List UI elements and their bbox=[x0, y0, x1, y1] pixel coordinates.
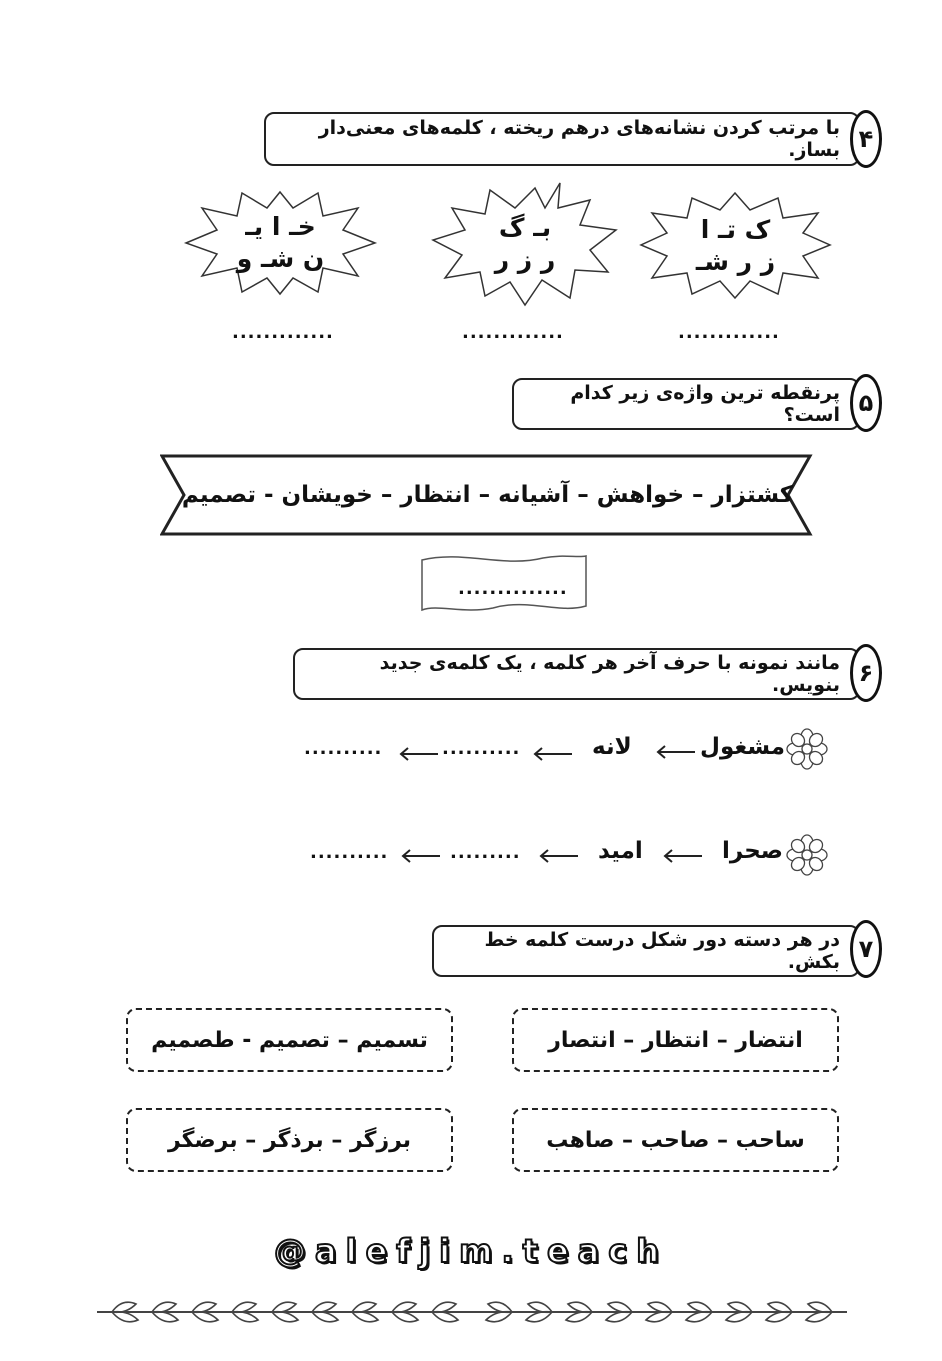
q6-row1-word2: لانه bbox=[592, 734, 632, 760]
q7-group-3-text: ساحب – صاحب – صاهب bbox=[546, 1127, 805, 1153]
left-arrow-icon bbox=[400, 848, 442, 864]
q4-prompt-box bbox=[264, 112, 860, 166]
q4-answer-blank-2[interactable]: ............. bbox=[462, 322, 564, 343]
q4-number-badge bbox=[850, 110, 882, 168]
q4-prompt-text: با مرتب کردن نشانه‌های درهم ریخته ، کلمه‌های معنی‌دار بساز. bbox=[318, 117, 840, 161]
footer-handle: @alefjim.teach bbox=[274, 1232, 668, 1270]
left-arrow-icon bbox=[662, 848, 704, 864]
q7-group-1[interactable] bbox=[512, 1008, 839, 1072]
q7-number: ۷ bbox=[858, 935, 874, 963]
q5-word-banner bbox=[160, 454, 815, 536]
q4-star-1-line1: ک تـ ا bbox=[700, 214, 771, 244]
q5-word-list: کشتزار – خواهش – آشیانه – انتظار – خویشان - تصمیم bbox=[181, 482, 794, 508]
q6-number: ۶ bbox=[858, 659, 874, 687]
q6-row2-blank2[interactable]: .......... bbox=[310, 842, 389, 863]
q4-answer-blank-1[interactable]: ............. bbox=[678, 322, 780, 343]
q6-row1-blank2[interactable]: .......... bbox=[304, 738, 383, 759]
q4-number: ۴ bbox=[858, 125, 874, 153]
q4-star-3-line1: خـ ا یـ bbox=[245, 212, 316, 241]
left-arrow-icon bbox=[532, 746, 574, 762]
q4-answer-blank-3[interactable]: ............. bbox=[232, 322, 334, 343]
q6-row2-blank1[interactable]: ......... bbox=[450, 842, 521, 863]
q4-star-1-line2: ز ر شـ bbox=[695, 246, 776, 276]
q5-number-badge bbox=[850, 374, 882, 432]
q5-answer-blank: .............. bbox=[458, 578, 568, 599]
q7-group-1-text: انتضار – انتظار – انتصار bbox=[548, 1027, 803, 1053]
left-arrow-icon bbox=[538, 848, 580, 864]
q7-group-3[interactable] bbox=[512, 1108, 839, 1172]
vine-divider bbox=[92, 1292, 852, 1332]
q4-star-3 bbox=[183, 188, 378, 298]
q6-row2-word1: صحرا bbox=[722, 838, 783, 864]
q6-prompt-box bbox=[293, 648, 860, 700]
q7-group-4[interactable] bbox=[126, 1108, 453, 1172]
q4-star-1 bbox=[638, 188, 833, 303]
flower-icon bbox=[786, 728, 828, 770]
q5-prompt-text: پرنقطه ترین واژه‌ی زیر کدام است؟ bbox=[570, 382, 840, 426]
q7-number-badge bbox=[850, 920, 882, 978]
q7-group-4-text: برزگر – برذگر – برضگر bbox=[167, 1127, 412, 1153]
q4-star-2-line2: ر ز ر bbox=[494, 245, 556, 274]
q5-prompt-box bbox=[512, 378, 860, 430]
q5-number: ۵ bbox=[858, 389, 874, 417]
left-arrow-icon bbox=[398, 746, 440, 762]
flower-icon bbox=[786, 834, 828, 876]
q4-star-2-line1: بـ گ bbox=[498, 213, 552, 242]
q6-row1-word1: مشغول bbox=[700, 734, 786, 760]
q6-number-badge bbox=[850, 644, 882, 702]
q7-group-2-text: تسمیم – تصمیم - طصمیم bbox=[151, 1027, 428, 1053]
q4-star-2 bbox=[430, 180, 620, 308]
q5-answer-flag[interactable] bbox=[418, 552, 590, 614]
q6-prompt-text: مانند نمونه با حرف آخر هر کلمه ، یک کلمه‌ی جدید بنویس. bbox=[379, 652, 840, 696]
left-arrow-icon bbox=[655, 744, 697, 760]
q7-prompt-text: در هر دسته دور شکل درست کلمه خط بکش. bbox=[484, 929, 840, 973]
q6-row2-word2: امید bbox=[598, 838, 643, 864]
q7-group-2[interactable] bbox=[126, 1008, 453, 1072]
q4-star-3-line2: ن شـ و bbox=[236, 244, 325, 273]
q6-row1-blank1[interactable]: .......... bbox=[442, 738, 521, 759]
q7-prompt-box bbox=[432, 925, 860, 977]
